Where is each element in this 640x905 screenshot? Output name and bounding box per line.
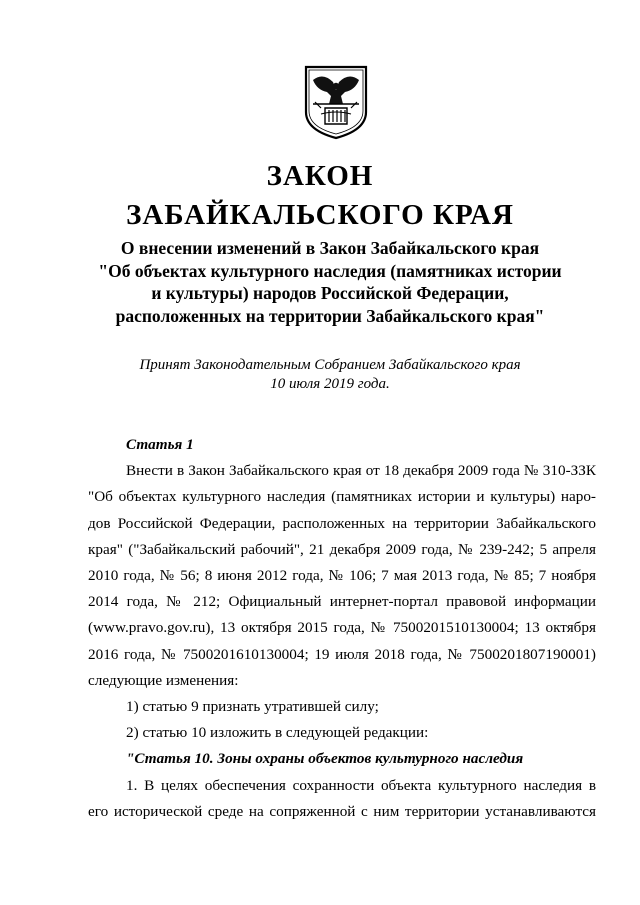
paragraph-line: Внести в Закон Забайкальского края от 18 декабря 2009 года № 310-ЗЗК [126, 462, 596, 480]
amendment-item-1: 1) статью 9 признать утратившей силу; [126, 698, 379, 716]
paragraph-line: 2014 года, № 212; Официальный интернет-портал правовой информации [88, 593, 596, 611]
subtitle-line: и культуры) народов Российской Федерации, [151, 283, 509, 303]
adoption-date: 10 июля 2019 года. [270, 376, 390, 392]
amendment-item-2: 2) статью 10 изложить в следующей редакции: [126, 724, 429, 742]
paragraph-line: "Об объектах культурного наследия (памятниках истории и культуры) наро- [88, 488, 596, 506]
paragraph-line: (www.pravo.gov.ru), 13 октября 2015 года, № 7500201510130004; 13 октября [88, 619, 596, 637]
subtitle-line: расположенных на территории Забайкальского края" [115, 305, 545, 326]
paragraph-line: дов Российской Федерации, расположенных на территории Забайкальского [88, 514, 596, 532]
coat-of-arms-icon [303, 64, 369, 140]
clause-line: его исторической среде на сопряженной с ним территории устанавливаются [88, 802, 596, 820]
document-body [88, 432, 596, 825]
adoption-note [60, 356, 600, 394]
paragraph-line: 2016 года, № 7500201610130004; 19 июля 2018 года, № 7500201807190001) [88, 645, 596, 663]
paragraph-line: края" ("Забайкальский рабочий", 21 декабря 2009 года, № 239-242; 5 апреля [88, 540, 596, 558]
paragraph-line: 2010 года, № 56; 8 июня 2012 года, № 106; 7 мая 2013 года, № 85; 7 ноября [88, 567, 596, 585]
adoption-line: Принят Законодательным Собранием Забайкальского края [139, 357, 521, 373]
article-10-heading: "Статья 10. Зоны охраны объектов культурного наследия [126, 750, 524, 768]
subtitle-line: О внесении изменений в Закон Забайкальского края [120, 238, 540, 258]
issuing-region-title: ЗАБАЙКАЛЬСКОГО КРАЯ [126, 199, 514, 231]
document-type-title: ЗАКОН [266, 160, 374, 192]
law-subtitle [80, 237, 580, 327]
clause-line: 1. В целях обеспечения сохранности объекта культурного наследия в [126, 776, 596, 794]
subtitle-line: "Об объектах культурного наследия (памятниках истории [98, 260, 562, 281]
paragraph-line: следующие изменения: [88, 671, 239, 689]
article-1-heading: Статья 1 [126, 436, 194, 453]
